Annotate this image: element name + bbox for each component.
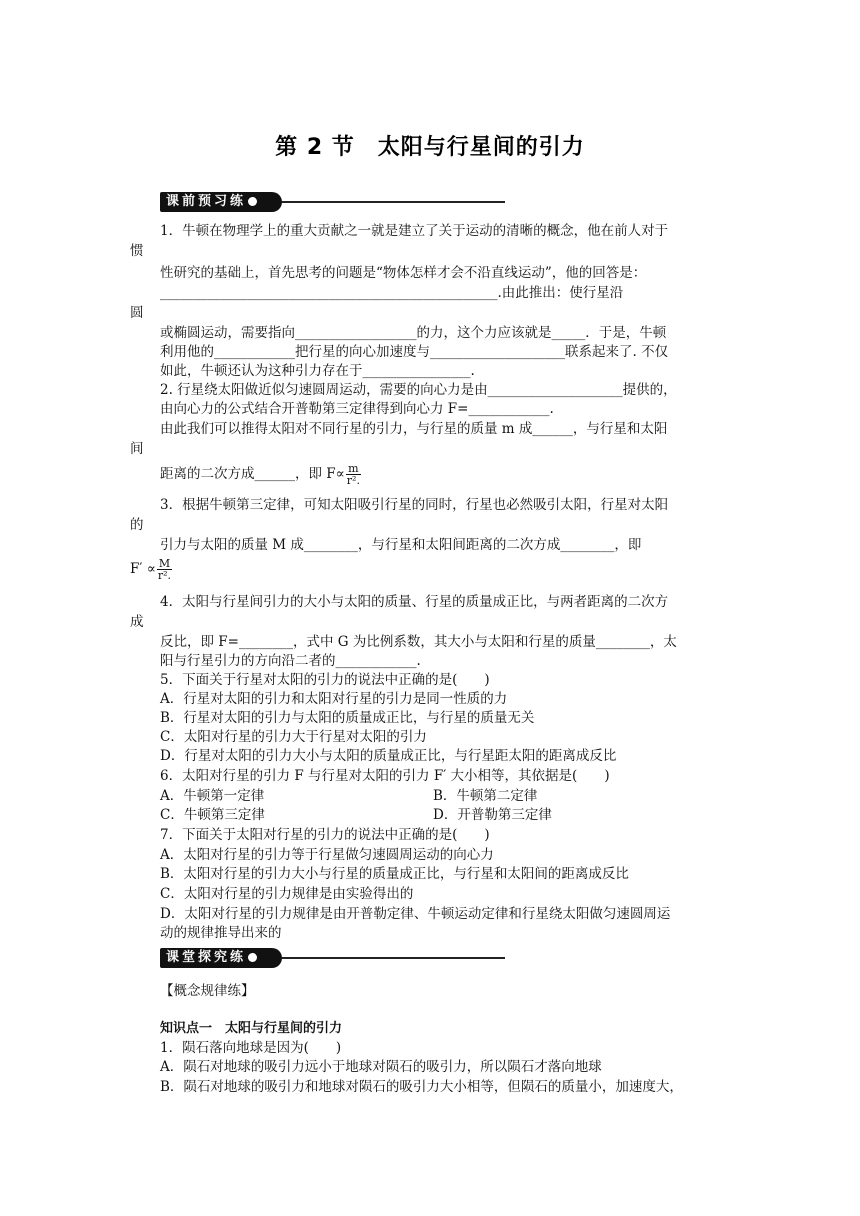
question-stem: 7．下面关于太阳对行星的引力的说法中正确的是( ) — [160, 827, 490, 843]
section-banner-pre-class — [160, 192, 505, 214]
text-line: 间 — [130, 441, 144, 457]
question-stem: 1．陨石落向地球是因为( ) — [160, 1040, 342, 1056]
text-line: 或椭圆运动，需要指向__________________的力，这个力应该就是_____．于是，牛顿 — [160, 325, 667, 341]
section-tag — [160, 192, 282, 212]
option-d: D．开普勒第三定律 — [433, 807, 552, 823]
divider — [282, 201, 505, 203]
text-line: 性研究的基础上，首先思考的问题是“物体怎样才会不沿直线运动”，他的回答是： — [160, 265, 647, 281]
fraction — [157, 558, 172, 581]
option-b: B．牛顿第二定律 — [433, 788, 538, 804]
text-line: 4．太阳与行星间引力的大小与太阳的质量、行星的质量成正比，与两者距离的二次方 — [160, 594, 669, 610]
text-line: 阳与行星引力的方向沿二者的____________. — [160, 653, 421, 669]
option-d: D．行星对太阳的引力大小与太阳的质量成正比，与行星距太阳的距离成反比 — [160, 748, 617, 764]
fraction-numerator: M — [158, 557, 171, 570]
text-line: __________________________________________________.由此推出：使行星沿 — [160, 285, 624, 301]
section-banner-in-class — [160, 948, 505, 970]
formula-line — [160, 463, 362, 486]
text-line: 圆 — [130, 305, 144, 321]
option-b: B．陨石对地球的吸引力和地球对陨石的吸引力大小相等，但陨石的质量小，加速度大， — [160, 1079, 683, 1095]
page-title: 第 2 节 太阳与行星间的引力 — [275, 135, 585, 160]
text-line: 引力与太阳的质量 M 成________，与行星和太阳间距离的二次方成________，即 — [160, 537, 642, 553]
fraction — [346, 463, 361, 486]
formula-text: 距离的二次方成______，即 F∝ — [160, 466, 345, 482]
text-line: 反比，即 F=________，式中 G 为比例系数，其大小与太阳和行星的质量________，太 — [160, 634, 677, 650]
section-tag — [160, 948, 282, 968]
text-line: 的 — [130, 517, 144, 533]
text-line: 成 — [130, 614, 144, 630]
option-d: D．太阳对行星的引力规律是由开普勒定律、牛顿运动定律和行星绕太阳做匀速圆周运 — [160, 906, 671, 922]
question-stem: 6．太阳对行星的引力 F 与行星对太阳的引力 F′ 大小相等，其依据是( ) — [160, 768, 610, 784]
subsection-heading: 【概念规律练】 — [160, 983, 255, 999]
option-a: A．太阳对行星的引力等于行星做匀速圆周运动的向心力 — [160, 847, 494, 863]
option-b: B．行星对太阳的引力与太阳的质量成正比，与行星的质量无关 — [160, 710, 535, 726]
formula-text: F′ ∝ — [130, 561, 156, 577]
option-c: C．太阳对行星的引力规律是由实验得出的 — [160, 886, 414, 902]
option-c: C．牛顿第三定律 — [160, 807, 265, 823]
fraction-numerator: m — [346, 463, 361, 475]
option-c: C．太阳对行星的引力大于行星对太阳的引力 — [160, 729, 427, 745]
option-b: B．太阳对行星的引力大小与行星的质量成正比，与行星和太阳间的距离成反比 — [160, 866, 629, 882]
section-label: 课堂探究练 — [166, 950, 247, 965]
fraction-denominator: r². — [346, 474, 360, 487]
question-stem: 5．下面关于行星对太阳的引力的说法中正确的是( ) — [160, 672, 490, 688]
text-line: 2. 行星绕太阳做近似匀速圆周运动，需要的向心力是由____________________提供的， — [160, 382, 677, 398]
fraction-denominator: r². — [157, 569, 172, 582]
text-line: 如此，牛顿还认为这种引力存在于________________. — [160, 363, 475, 379]
text-line: 惯 — [130, 243, 144, 259]
text-line: 由此我们可以推得太阳对不同行星的引力，与行星的质量 m 成______，与行星和太阳 — [160, 421, 668, 437]
text-line: 动的规律推导出来的 — [160, 925, 282, 941]
text-line: 1．牛顿在物理学上的重大贡献之一就是建立了关于运动的清晰的概念，他在前人对于 — [160, 223, 669, 239]
option-a: A．行星对太阳的引力和太阳对行星的引力是同一性质的力 — [160, 691, 508, 707]
text-line: 3．根据牛顿第三定律，可知太阳吸引行星的同时，行星也必然吸引太阳，行星对太阳 — [160, 497, 669, 513]
text-line: 由向心力的公式结合开普勒第三定律得到向心力 F=____________. — [160, 401, 554, 417]
option-a: A．陨石对地球的吸引力远小于地球对陨石的吸引力，所以陨石才落向地球 — [160, 1059, 602, 1075]
option-a: A．牛顿第一定律 — [160, 788, 265, 804]
bullet-dot-icon — [248, 197, 257, 206]
divider — [282, 957, 505, 959]
section-label: 课前预习练 — [166, 194, 247, 209]
formula-line — [130, 558, 173, 581]
text-line: 利用他的____________把行星的向心加速度与____________________联系起来了. 不仅 — [160, 344, 669, 360]
knowledge-point-heading: 知识点一 太阳与行星间的引力 — [160, 1021, 343, 1036]
bullet-dot-icon — [248, 953, 257, 962]
